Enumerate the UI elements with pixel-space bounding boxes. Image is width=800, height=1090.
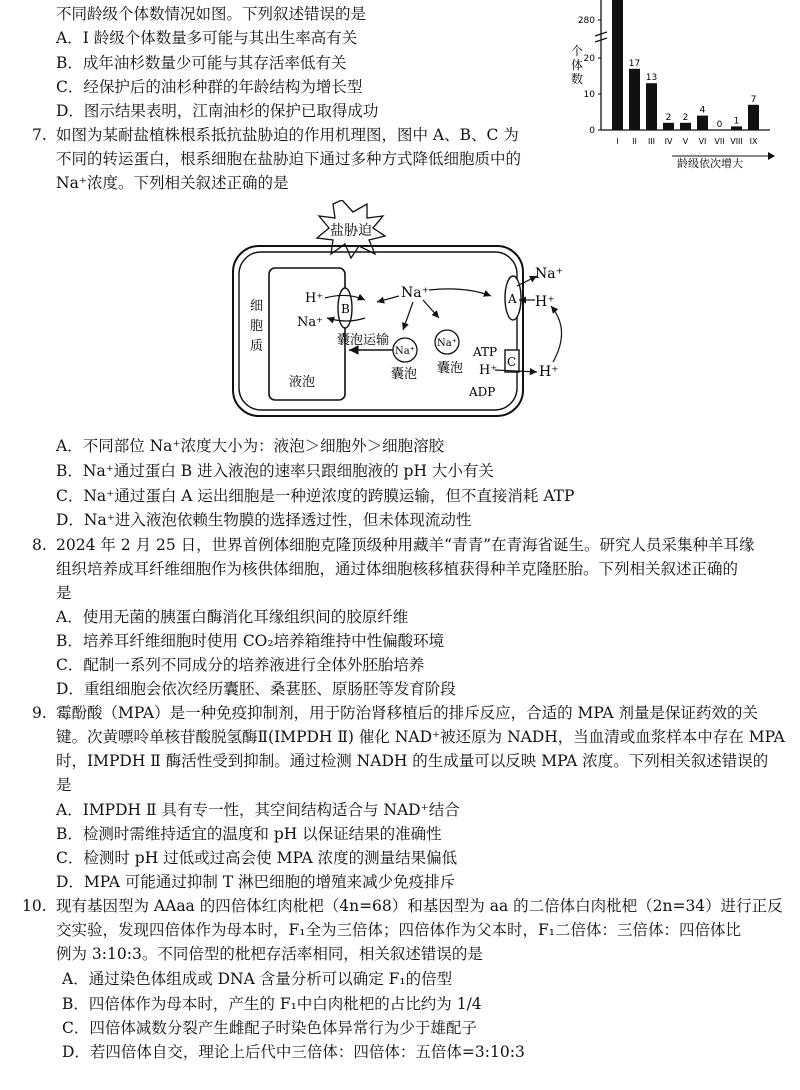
q6-option-a: A．I 龄级个体数量多可能与其出生率高有关: [56, 29, 358, 47]
q8-stem-line-1: 2024 年 2 月 25 日，世界首例体细胞克隆顶级种用藏羊“青青”在青海省诞生。研究人员采集种羊耳缘: [56, 536, 755, 554]
q10-option-c: C．四倍体减数分裂产生雌配子时染色体异常行为少于雄配子: [62, 1019, 477, 1037]
q7-number: 7.: [32, 126, 47, 144]
value-label-II: 17: [628, 58, 641, 69]
q9-option-d: D．MPA 可能通过抑制 T 淋巴细胞的增殖来减少免疫排斥: [56, 873, 456, 891]
value-label-VII: 0: [716, 120, 723, 130]
q9-option-b: B．检测时需维持适宜的温度和 pH 以保证结果的准确性: [56, 825, 442, 843]
vesicle-1-label: 囊泡: [391, 367, 418, 382]
protein-c-label: C: [507, 355, 517, 369]
q8-option-a: A．使用无菌的胰蛋白酶消化耳缘组织间的胶原纤维: [56, 608, 409, 626]
x-tick-IX: IX: [749, 137, 758, 146]
value-label-VIII: 1: [733, 116, 740, 127]
h-ion-out-c: H⁺: [539, 364, 559, 380]
x-tick-I: I: [616, 137, 619, 146]
bar-III: [646, 83, 657, 130]
bar-V: [680, 123, 691, 130]
q10-number: 10.: [22, 897, 47, 915]
q8-number: 8.: [32, 536, 47, 554]
q10-option-a: A．通过染色体组成或 DNA 含量分析可以确定 F₁的倍型: [62, 970, 453, 988]
y-tick-0: 0: [589, 126, 595, 136]
q10-stem-line-2: 交实验，发现四倍体作为母本时，F₁全为三倍体；四倍体作为父本时，F₁二倍体：三倍体：四倍体比: [56, 921, 741, 939]
q9-stem-line-3: 时，IMPDH Ⅱ 酶活性受到抑制。通过检测 NADH 的生成量可以反映 MPA 浓度。下列相关叙述错误的: [56, 752, 769, 770]
value-label-VI: 4: [699, 105, 706, 116]
cytoplasm-label-3: 质: [250, 339, 264, 354]
vacuole-label: 液泡: [289, 375, 316, 390]
q10-stem-line-3: 例为 3:10:3。不同倍型的枇杷存活率相同，相关叙述错误的是: [56, 945, 483, 963]
x-tick-VI: VI: [698, 137, 707, 146]
y-tick-20: 20: [583, 54, 595, 64]
q10-option-b: B．四倍体作为母本时，产生的 F₁中白肉枇杷的占比约为 1/4: [62, 995, 482, 1013]
bar-VI: [697, 116, 708, 130]
x-axis-label: 龄级依次增大: [677, 157, 743, 170]
q6-intro-line: 不同龄级个体数情况如图。下列叙述错误的是: [56, 5, 367, 23]
q7-option-a: A．不同部位 Na⁺浓度大小为：液泡＞细胞外＞细胞溶胶: [56, 437, 445, 455]
q10-option-d: D．若四倍体自交，理论上后代中三倍体：四倍体：五倍体=3:10:3: [62, 1043, 525, 1061]
q7-option-b: B．Na⁺通过蛋白 B 进入液泡的速率只跟细胞液的 pH 大小有关: [56, 462, 494, 480]
bar-II: [629, 69, 640, 130]
q7-stem-line-2: 不同的转运蛋白，根系细胞在盐胁迫下通过多种方式降低细胞质中的: [56, 150, 522, 168]
protein-b-label: B: [341, 302, 350, 316]
q8-option-b: B．培养耳纤维细胞时使用 CO₂培养箱维持中性偏酸环境: [56, 632, 445, 650]
value-label-V: 2: [682, 112, 689, 123]
h-ion-in-c: H⁺: [479, 363, 498, 378]
q8-stem-line-3: 是: [56, 584, 72, 602]
vesicle-transport-label: 囊泡运输: [337, 333, 390, 348]
bar-IX: [748, 105, 759, 130]
x-tick-II: II: [632, 137, 637, 146]
x-tick-VII: VII: [714, 137, 725, 146]
q8-stem-line-2: 组织培养成耳纤维细胞作为核供体细胞，通过体细胞核移植获得种羊克隆胚胎。下列相关叙述正确的: [56, 560, 739, 578]
h-ion-b: H⁺: [305, 291, 324, 306]
protein-a-label: A: [508, 292, 517, 306]
q6-option-c: C．经保护后的油杉种群的年龄结构为增长型: [56, 78, 363, 96]
q9-option-c: C．检测时 pH 过低或过高会使 MPA 浓度的测量结果偏低: [56, 849, 458, 867]
q9-number: 9.: [32, 704, 47, 722]
salt-stress-label: 盐胁迫: [330, 223, 372, 239]
q7-stem-line-3: Na⁺浓度。下列相关叙述正确的是: [56, 174, 289, 192]
x-tick-V: V: [682, 137, 689, 146]
value-label-III: 13: [645, 73, 658, 84]
q9-stem-line-2: 键。次黄嘌呤单核苷酸脱氢酶Ⅱ(IMPDH Ⅱ) 催化 NAD⁺被还原为 NADH，当血清或血浆样本中存在 MPA: [56, 728, 785, 746]
svg-text:Na⁺: Na⁺: [395, 346, 415, 357]
q7-stem-line-1: 如图为某耐盐植株根系抵抗盐胁迫的作用机理图，图中 A、B、C 为: [56, 126, 519, 144]
q9-stem-line-4: 是: [56, 776, 72, 794]
bar-VIII: [731, 126, 742, 130]
x-tick-VIII: VIII: [730, 137, 743, 146]
q6-option-b: B．成年油杉数量少可能与其存活率低有关: [56, 54, 347, 72]
svg-text:Na⁺: Na⁺: [437, 338, 457, 349]
q8-option-c: C．配制一系列不同成分的培养液进行全体外胚胎培养: [56, 656, 425, 674]
salt-stress-cell-diagram: [225, 200, 585, 425]
q9-stem-line-1: 霉酚酸（MPA）是一种免疫抑制剂，用于防治肾移植后的排斥反应，合适的 MPA 剂量是保证药效的关: [56, 704, 758, 722]
value-label-IV: 2: [665, 112, 672, 123]
adp-label: ADP: [469, 385, 496, 399]
cytoplasm-label-1: 细: [250, 299, 264, 314]
cytoplasm-label-2: 胞: [250, 319, 264, 334]
h-ion-out-a: H⁺: [535, 294, 555, 310]
y-tick-10: 10: [583, 90, 595, 100]
q9-option-a: A．IMPDH Ⅱ 具有专一性，其空间结构适合与 NAD⁺结合: [56, 801, 460, 819]
q10-stem-line-1: 现有基因型为 AAaa 的四倍体红肉枇杷（4n=68）和基因型为 aa 的二倍体白肉枇杷（2n=34）进行正反: [56, 897, 783, 915]
q6-option-d: D．图示结果表明，江南油杉的保护已取得成功: [56, 102, 379, 120]
x-axis-arrowhead: [768, 152, 775, 160]
y-axis-label: 个体数: [570, 44, 584, 86]
bar-IV: [663, 123, 674, 130]
x-tick-III: III: [647, 137, 656, 146]
q7-option-c: C．Na⁺通过蛋白 A 运出细胞是一种逆浓度的跨膜运输，但不直接消耗 ATP: [56, 487, 575, 505]
bar-I: [612, 0, 623, 130]
age-class-bar-chart: [560, 0, 800, 175]
value-label-IX: 7: [750, 94, 757, 105]
vesicle-2-label: 囊泡: [437, 361, 464, 376]
q8-option-d: D．重组细胞会依次经历囊胚、桑葚胚、原肠胚等发育阶段: [56, 680, 456, 698]
x-tick-labels: [616, 137, 758, 146]
y-tick-280: 280: [577, 16, 595, 26]
x-tick-IV: IV: [664, 137, 673, 146]
na-ion-cytoplasm: Na⁺: [401, 285, 429, 301]
q7-option-d: D．Na⁺进入液泡依赖生物膜的选择透过性，但未体现流动性: [56, 511, 472, 529]
na-ion-out: Na⁺: [535, 266, 563, 282]
atp-label: ATP: [473, 345, 498, 359]
na-ion-b: Na⁺: [297, 315, 323, 330]
